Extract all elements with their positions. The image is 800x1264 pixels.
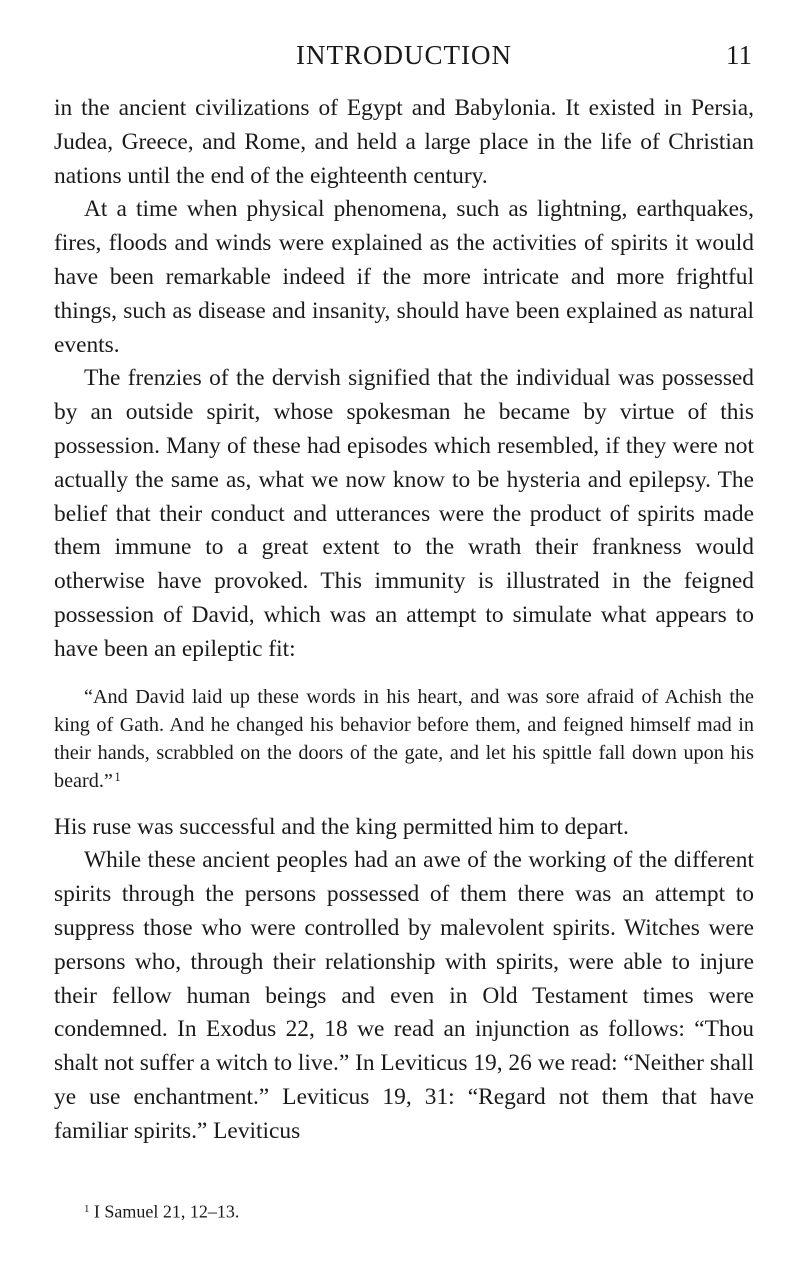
block-quote xyxy=(54,683,754,795)
quote-text: “And David laid up these words in his heart, and was sore afraid of Achish the king of Gath. And he changed his behavior before them, and feigned himself mad in their hands, scrabbled on the doors of the gate, and let his spittle fall down upon his beard.” xyxy=(54,685,754,792)
page-title: INTRODUCTION xyxy=(296,40,512,70)
paragraph-3: The frenzies of the dervish signified that the individual was possessed by an outside spirit, whose spokesman he became by virtue of this possession. Many of these had episodes which resembled, if they were not actually the same as, what we now know to be hysteria and epilepsy. The belief that their conduct and utterances were the product of spirits made them immune to a great extent to the wrath their frankness would otherwise have provoked. This immunity is illustrated in the feigned possession of David, which was an attempt to simulate what appears to have been an epileptic fit: xyxy=(54,365,754,662)
paragraph-2: At a time when physical phenomena, such as lightning, earthquakes, fires, floods and winds were explained as the activities of spirits it would have been remarkable indeed if the more intricate and more frightful things, such as disease and insanity, should have been explained as natural events. xyxy=(54,196,754,358)
running-head xyxy=(56,40,752,80)
body-text xyxy=(54,92,754,1149)
paragraph-5: While these ancient peoples had an awe of the working of the different spirits through the persons possessed of them there was an attempt to suppress those who were controlled by malevolent spirits. Witches were persons who, through their relationship with spirits, were able to injure their fellow human beings and even in Old Testament times were condemned. In Exodus 22, 18 we read an injunction as follows: “Thou shalt not suffer a witch to live.” In Leviticus 19, 26 we read: “Neither shall ye use enchantment.” Leviticus 19, 31: “Regard not them that have familiar spirits.” Leviticus xyxy=(54,847,754,1144)
footnote-mark: 1 xyxy=(84,1203,90,1215)
paragraph-1: in the ancient civilizations of Egypt and Babylonia. It existed in Persia, Judea, Greece, and Rome, and held a large place in the life of Christian nations until the end of the eighteenth century. xyxy=(54,95,754,189)
page-number: 11 xyxy=(726,40,752,70)
footnote-reference: 1 xyxy=(114,769,121,784)
footnote xyxy=(84,1198,239,1222)
paragraph-4: His ruse was successful and the king permitted him to depart. xyxy=(54,813,629,840)
footnote-text: I Samuel 21, 12–13. xyxy=(93,1201,240,1222)
